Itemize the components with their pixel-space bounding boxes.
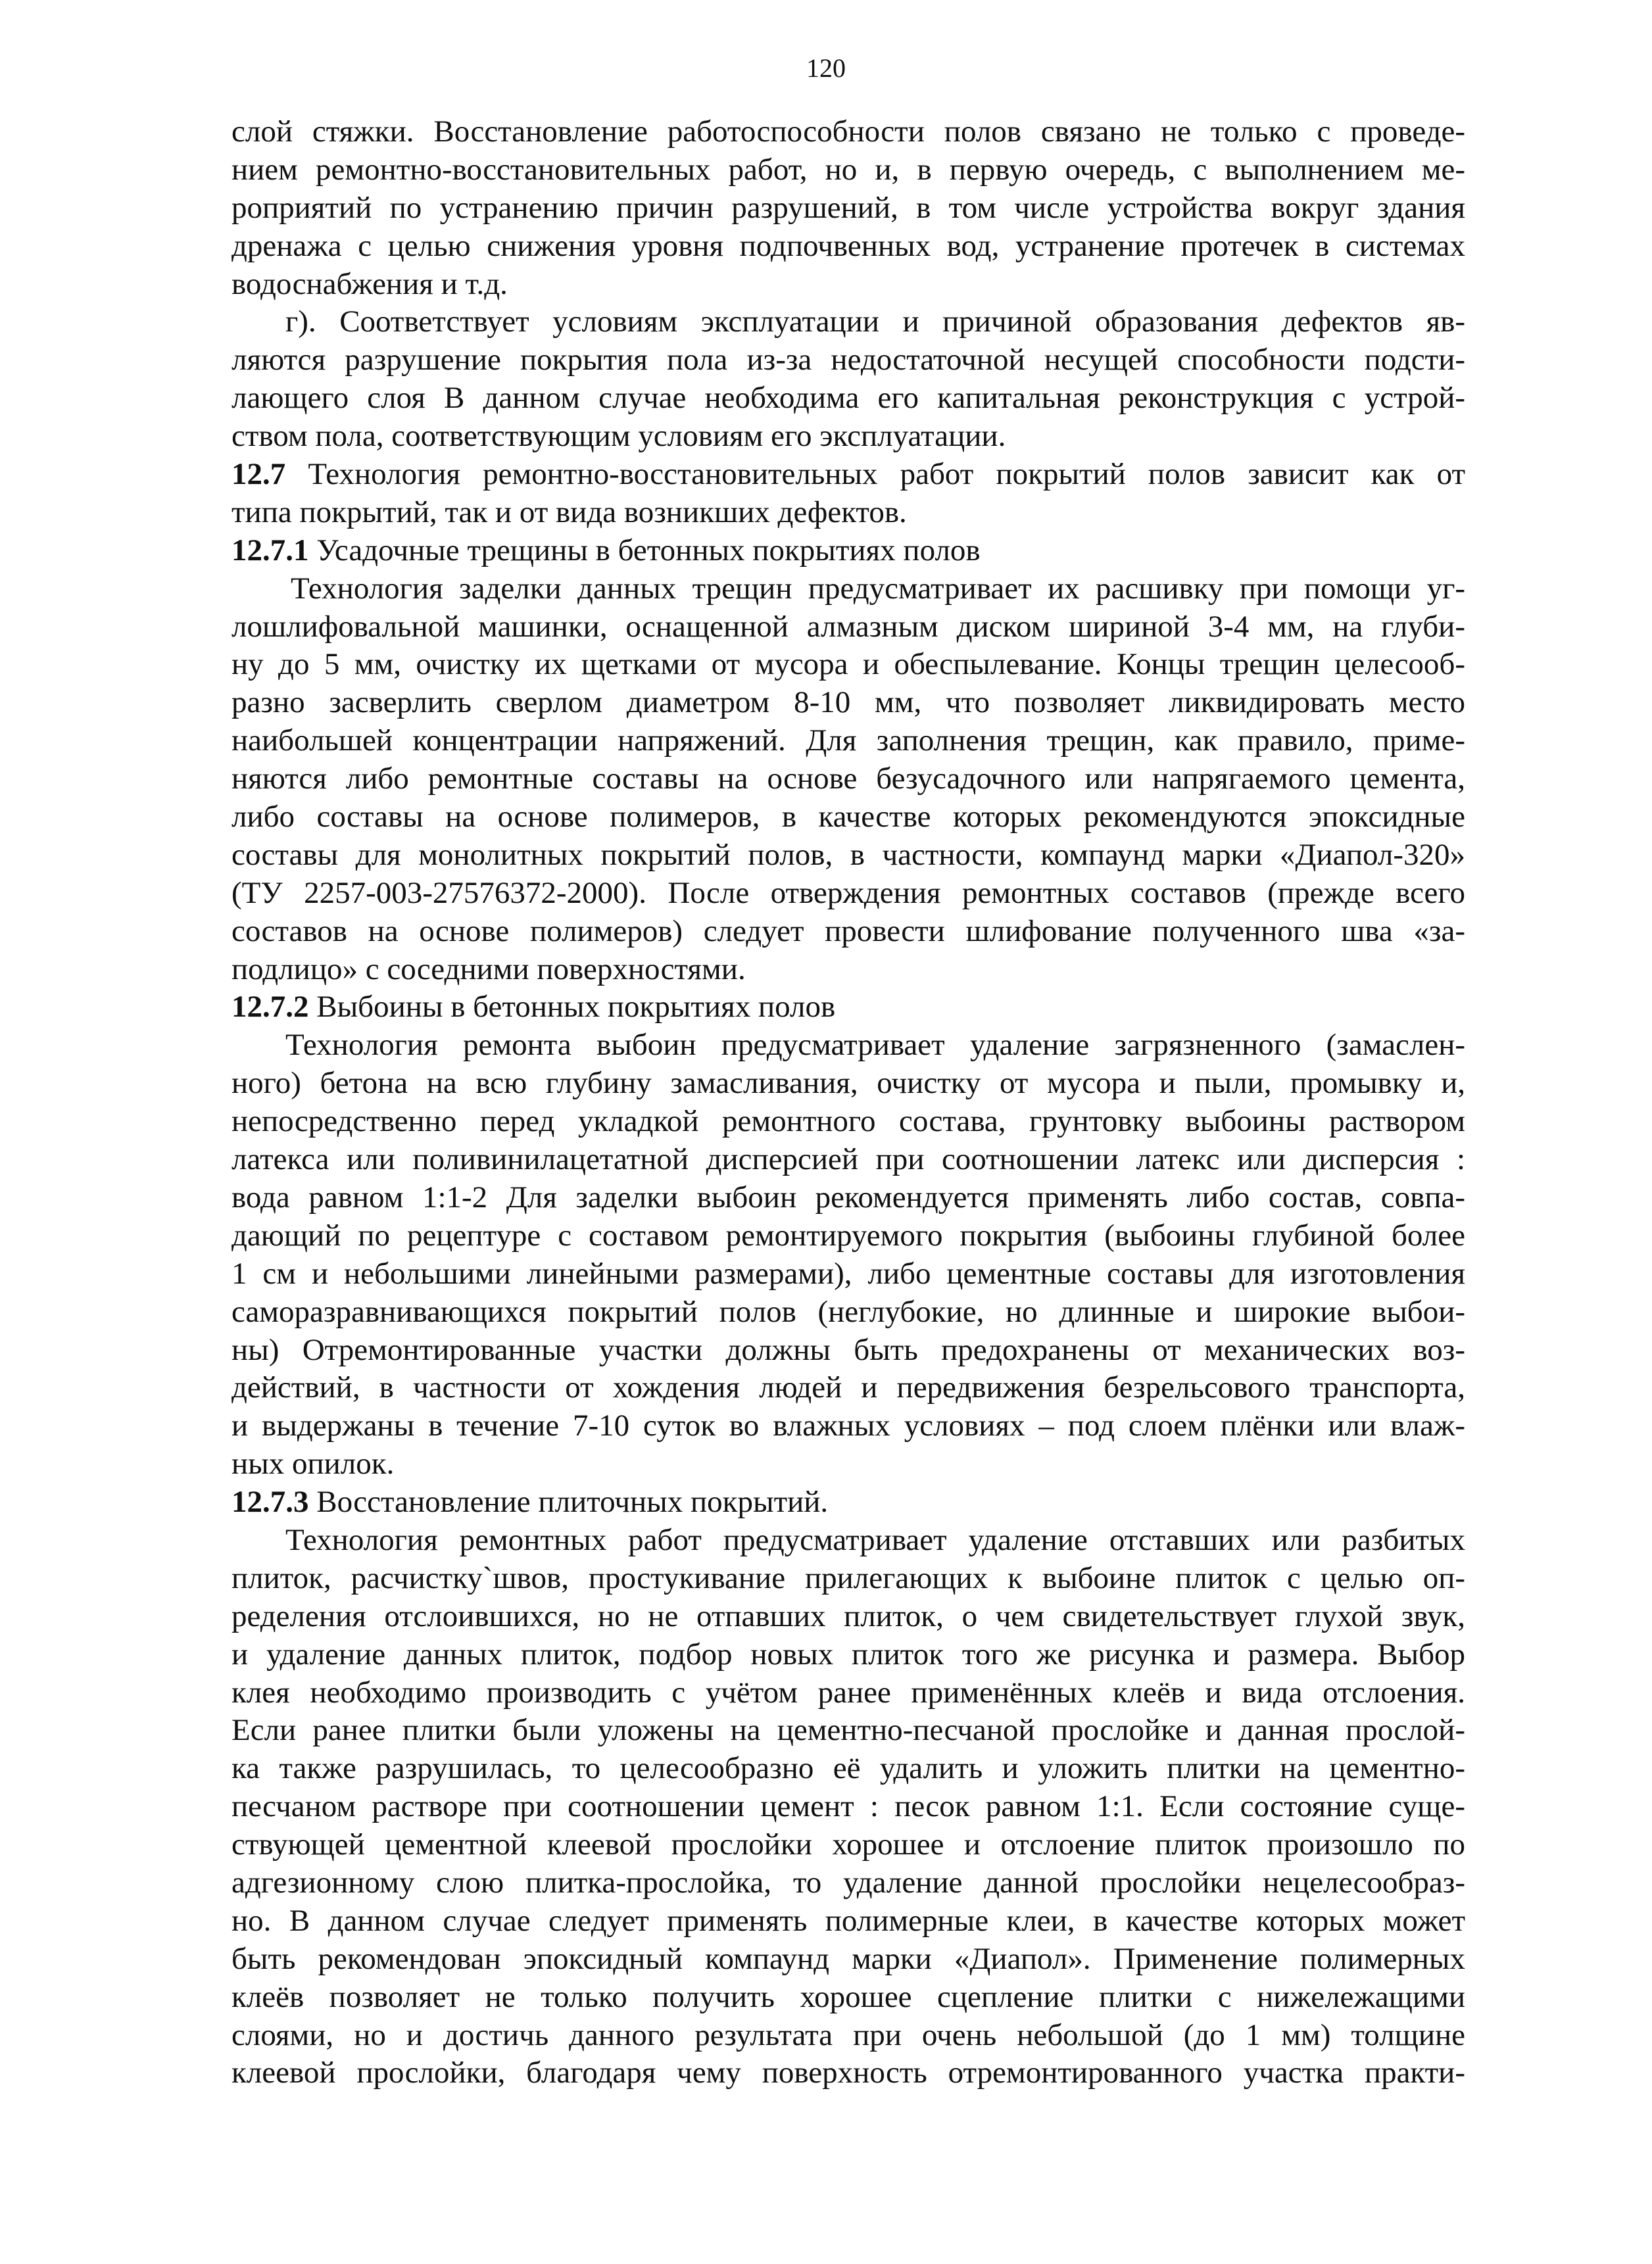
line-text: Усадочные трещины в бетонных покрытиях полов [308, 533, 981, 567]
text-line [231, 1788, 1465, 1826]
text-line [231, 722, 1465, 760]
text-line [231, 1636, 1465, 1674]
line-text: песчаном растворе при соотношении цемент : песок равном 1:1. Если состояние суще- [231, 1789, 1465, 1824]
text-line [231, 1332, 1465, 1370]
text-line [231, 1293, 1465, 1332]
line-text: слой стяжки. Восстановление работоспособности полов связано не только с проведе- [231, 114, 1465, 149]
text-line [231, 684, 1465, 722]
text-line [231, 1103, 1465, 1141]
line-text: г). Соответствует условиям эксплуатации и причиной образования дефектов яв- [285, 304, 1465, 339]
line-text: быть рекомендован эпоксидный компаунд марки «Диапол». Применение полимерных [231, 1941, 1465, 1976]
page-number: 120 [806, 53, 846, 83]
text-line [231, 1560, 1465, 1598]
text-line [231, 760, 1465, 798]
line-text: либо составы на основе полимеров, в качестве которых рекомендуются эпоксидные [231, 800, 1465, 834]
line-text: водоснабжения и т.д. [231, 266, 508, 301]
text-line [231, 303, 1465, 341]
text-line [231, 2017, 1465, 2055]
line-text: дренажа с целью снижения уровня подпочвенных вод, устранение протечек в системах [231, 228, 1465, 263]
section-heading-line [231, 456, 1465, 494]
line-text: роприятий по устранению причин разрушений, в том числе устройства вокруг здания [231, 190, 1465, 225]
line-text: ны) Отремонтированные участки должны быть предохранены от механических воз- [231, 1332, 1465, 1367]
line-text: нием ремонтно-восстановительных работ, но и, в первую очередь, с выполнением ме- [231, 152, 1465, 187]
section-heading-line [231, 988, 1465, 1026]
text-line [231, 1826, 1465, 1864]
text-line [231, 1902, 1465, 1940]
line-text: клеевой прослойки, благодаря чему поверхность отремонтированного участка практи- [231, 2056, 1465, 2090]
line-text: вода равном 1:1-2 Для заделки выбоин рекомендуется применять либо состав, совпа- [231, 1180, 1465, 1215]
section-heading-line [231, 1483, 1465, 1522]
text-line [231, 113, 1465, 151]
line-text: клеёв позволяет не только получить хорошее сцепление плитки с нижележащими [231, 1979, 1465, 2014]
line-text: слоями, но и достичь данного результата при очень небольшой (до 1 мм) толщине [231, 2017, 1465, 2052]
text-line [231, 189, 1465, 228]
line-text: Выбоины в бетонных покрытиях полов [308, 990, 836, 1024]
section-number: 12.7.1 [231, 533, 309, 567]
line-text: Технология ремонта выбоин предусматривает удаление загрязненного (замаслен- [285, 1028, 1465, 1063]
text-line [231, 798, 1465, 836]
text-line [231, 1940, 1465, 1979]
line-text: ных опилок. [231, 1447, 395, 1481]
line-text: клея необходимо производить с учётом ранее применённых клеёв и вида отслоения. [231, 1675, 1465, 1710]
body-text [231, 113, 1465, 2092]
line-text: Технология заделки данных трещин предусматривает их расшивку при помощи уг- [291, 571, 1465, 606]
text-line [231, 1979, 1465, 2017]
text-line [231, 1598, 1465, 1636]
line-text: ределения отслоившихся, но не отпавших плиток, о чем свидетельствует глухой звук, [231, 1599, 1465, 1633]
text-line [231, 1522, 1465, 1560]
line-text: плиток, расчистку`швов, простукивание прилегающих к выбоине плиток с целью оп- [231, 1560, 1465, 1595]
text-line [231, 951, 1465, 989]
text-line [231, 379, 1465, 418]
text-line [231, 1217, 1465, 1255]
text-line [231, 1065, 1465, 1103]
line-text: адгезионному слою плитка-прослойка, то удаление данной прослойки нецелесообраз- [231, 1865, 1465, 1900]
line-text: подлицо» с соседними поверхностями. [231, 951, 746, 986]
text-line [231, 1674, 1465, 1712]
line-text: дающий по рецептуре с составом ремонтируемого покрытия (выбоины глубиной более [231, 1218, 1465, 1253]
section-heading-line [231, 532, 1465, 570]
line-text: (ТУ 2257-003-27576372-2000). После отверждения ремонтных составов (прежде всего [231, 875, 1465, 910]
text-line [231, 2054, 1465, 2092]
text-line [231, 151, 1465, 189]
text-line [231, 1369, 1465, 1407]
line-text: ного) бетона на всю глубину замасливания, очистку от мусора и пыли, промывку и, [231, 1066, 1465, 1101]
text-line [231, 494, 1465, 532]
line-text: Восстановление плиточных покрытий. [308, 1485, 829, 1520]
text-line [231, 1407, 1465, 1445]
line-text: но. В данном случае следует применять полимерные клеи, в качестве которых может [231, 1903, 1465, 1938]
text-line [231, 341, 1465, 379]
text-line [231, 1026, 1465, 1065]
line-text: действий, в частности от хождения людей и передвижения безрельсового транспорта, [231, 1370, 1465, 1405]
line-text: ка также разрушилась, то целесообразно её удалить и уложить плитки на цементно- [231, 1751, 1465, 1786]
text-line [231, 228, 1465, 266]
text-line [231, 418, 1465, 456]
line-text: 1 см и небольшими линейными размерами), либо цементные составы для изготовления [231, 1256, 1465, 1291]
line-text: и выдержаны в течение 7-10 суток во влажных условиях – под слоем плёнки или влаж- [231, 1409, 1465, 1443]
line-text: типа покрытий, так и от вида возникших дефектов. [231, 494, 907, 529]
text-line [231, 1712, 1465, 1750]
text-line [231, 1864, 1465, 1902]
line-text: Если ранее плитки были уложены на цементно-песчаной прослойке и данная прослой- [231, 1713, 1465, 1748]
text-line [231, 1141, 1465, 1179]
line-text: латекса или поливинилацетатной дисперсией при соотношении латекс или дисперсия : [231, 1142, 1465, 1177]
line-text: лошлифовальной машинки, оснащенной алмазным диском шириной 3-4 мм, на глуби- [231, 609, 1465, 644]
line-text: Технология ремонтных работ предусматривает удаление отставших или разбитых [285, 1522, 1465, 1557]
line-text: разно засверлить сверлом диаметром 8-10 мм, что позволяет ликвидировать место [231, 685, 1465, 720]
text-line [231, 875, 1465, 913]
line-text: ляются разрушение покрытия пола из-за недостаточной несущей способности подсти- [231, 343, 1465, 377]
line-text: няются либо ремонтные составы на основе безусадочного или напрягаемого цемента, [231, 761, 1465, 796]
section-number: 12.7 [231, 457, 286, 492]
section-number: 12.7.3 [231, 1485, 309, 1520]
text-line [231, 836, 1465, 875]
line-text: ствующей цементной клеевой прослойки хорошее и отслоение плиток произошло по [231, 1827, 1465, 1862]
line-text: составов на основе полимеров) следует провести шлифование полученного шва «за- [231, 913, 1465, 948]
text-line [231, 1750, 1465, 1788]
line-text: лающего слоя В данном случае необходима его капитальная реконструкция с устрой- [231, 381, 1465, 416]
line-text: ством пола, соответствующим условиям его эксплуатации. [231, 419, 1006, 454]
text-line [231, 646, 1465, 684]
line-text: и удаление данных плиток, подбор новых плиток того же рисунка и размера. Выбор [231, 1637, 1465, 1672]
line-text: составы для монолитных покрытий полов, в частности, компаунд марки «Диапол-320» [231, 837, 1465, 872]
text-line [231, 570, 1465, 608]
line-text: Технология ремонтно-восстановительных работ покрытий полов зависит как от [285, 457, 1465, 492]
line-text: непосредственно перед укладкой ремонтного состава, грунтовку выбоины раствором [231, 1104, 1465, 1139]
line-text: саморазравнивающихся покрытий полов (неглубокие, но длинные и широкие выбои- [231, 1294, 1465, 1329]
text-line [231, 266, 1465, 304]
text-line [231, 1179, 1465, 1217]
text-line [231, 1445, 1465, 1483]
section-number: 12.7.2 [231, 990, 309, 1024]
text-line [231, 608, 1465, 646]
line-text: наибольшей концентрации напряжений. Для заполнения трещин, как правило, приме- [231, 723, 1465, 758]
line-text: ну до 5 мм, очистку их щетками от мусора и обеспылевание. Концы трещин целесооб- [231, 647, 1465, 682]
text-line [231, 913, 1465, 951]
text-line [231, 1255, 1465, 1293]
